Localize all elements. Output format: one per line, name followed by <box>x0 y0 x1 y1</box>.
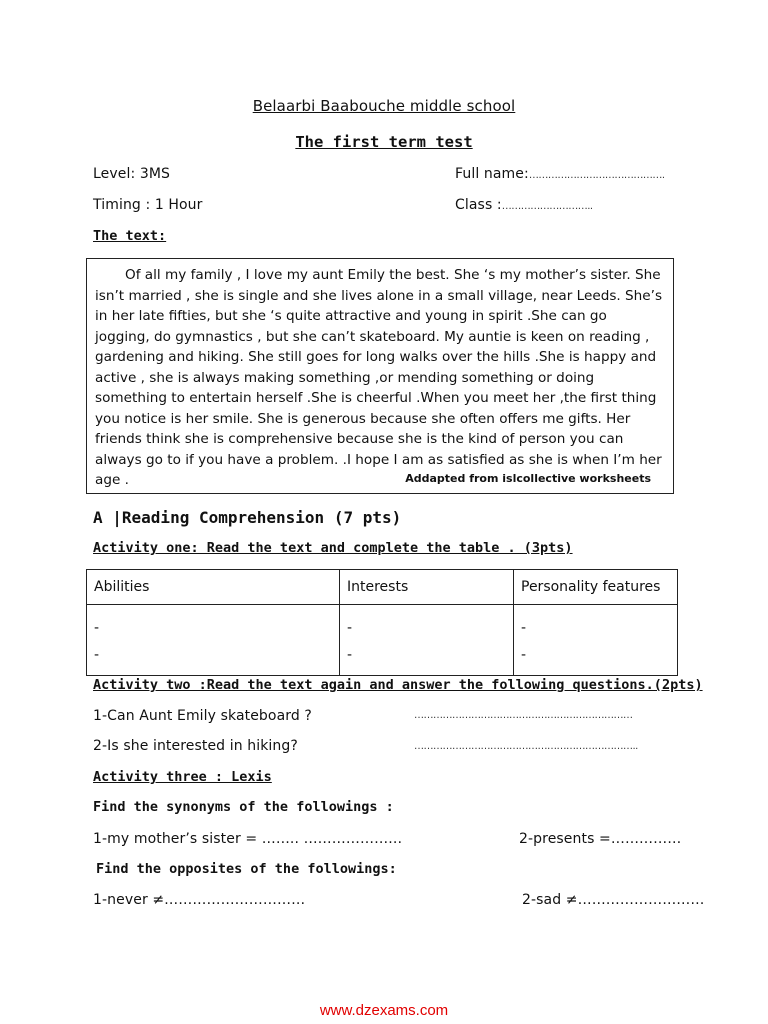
activity-three-title: Activity three : Lexis <box>93 769 272 785</box>
question-2-answer-line[interactable]: …………………………………………………………….. <box>414 741 638 752</box>
table-header-personality: Personality features <box>514 570 678 605</box>
level-label: Level: 3MS <box>93 166 170 182</box>
table-cell-personality[interactable]: - - <box>514 605 678 676</box>
table-cell-abilities[interactable]: - - <box>87 605 340 676</box>
table-row <box>87 605 678 676</box>
footer-url[interactable]: www.dzexams.com <box>319 1002 449 1019</box>
opposite-2[interactable]: 2-sad ≠……………………… <box>522 892 705 908</box>
class-dots: ……………………….. <box>501 201 593 212</box>
question-1: 1-Can Aunt Emily skateboard ? <box>93 708 312 724</box>
section-a-title: A |Reading Comprehension (7 pts) <box>93 508 402 527</box>
class-field <box>455 197 593 213</box>
source-note: Addapted from islcollective worksheets <box>405 472 651 485</box>
activity-one-title: Activity one: Read the text and complete the table . (3pts) <box>93 540 573 556</box>
abilities-table <box>86 569 678 676</box>
opposite-1[interactable]: 1-never ≠………………………… <box>93 892 306 908</box>
synonyms-title: Find the synonyms of the followings : <box>93 799 394 815</box>
test-title: The first term test <box>295 133 473 151</box>
synonym-1[interactable]: 1-my mother’s sister = …….. ………………… <box>93 831 403 847</box>
reading-text-box <box>86 258 674 494</box>
table-cell-interests[interactable]: - - <box>340 605 514 676</box>
table-header-row <box>87 570 678 605</box>
the-text-heading: The text: <box>93 228 167 244</box>
school-name: Belaarbi Baabouche middle school <box>252 97 516 115</box>
question-2: 2-Is she interested in hiking? <box>93 738 298 754</box>
question-1-answer-line[interactable]: …………………………………………………………… <box>414 710 633 721</box>
full-name-label: Full name: <box>455 166 529 182</box>
activity-two-title: Activity two :Read the text again and answer the following questions.(2pts) <box>93 677 703 693</box>
class-label: Class : <box>455 197 502 213</box>
full-name-dots: ……………………………………. <box>528 170 665 181</box>
reading-text <box>95 265 665 491</box>
reading-text-body: Of all my family , I love my aunt Emily the best. She ‘s my mother’s sister. She isn’t married , she is single and she lives alone in a small village, near Leeds. She’s in her late fifties, but she ‘s quite attractive and young in spirit .She can go jogging, do gymnastics , but she can’t skateboard. My auntie is keen on reading , gardening and hiking. She still goes for long walks over the hills .She is happy and active , she is always making something ,or mending something or doing something to entertain herself .She is cheerful .When you meet her ,the first thing you notice is her smile. She is generous because she often offers me gifts. Her friends think she is comprehensive because she is the kind of person you can always go to if you have a problem. .I hope I am as satisfied as she is when I’m her age . <box>95 267 663 488</box>
full-name-field <box>455 166 665 182</box>
table-header-abilities: Abilities <box>87 570 340 605</box>
timing-label: Timing : 1 Hour <box>93 197 203 213</box>
table-header-interests: Interests <box>340 570 514 605</box>
opposites-title: Find the opposites of the followings: <box>96 861 397 877</box>
synonym-2[interactable]: 2-presents =…………… <box>519 831 682 847</box>
